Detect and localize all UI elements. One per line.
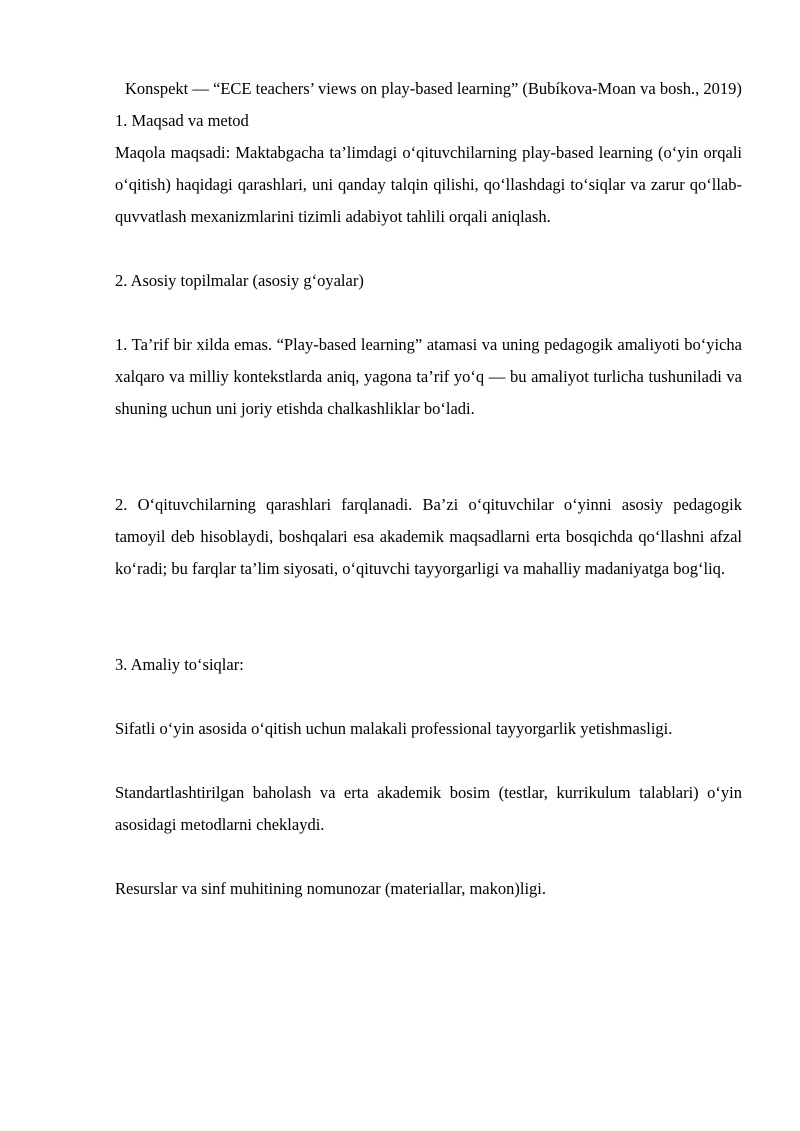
barrier-3: Resurslar va sinf muhitining nomunozar (materiallar, makon)ligi. — [115, 879, 546, 898]
section-2-heading: 2. Asosiy topilmalar (asosiy g‘oyalar) — [115, 271, 364, 290]
section-1-body: Maqola maqsadi: Maktabgacha ta’limdagi o‘qituvchilarning play-based learning (o‘yin orqali o‘qitish) haqidagi qarashlari, uni qanday talqin qilishi, qo‘llashdagi to‘siqlar va zarur qo‘llab-quvvatlash mexanizmlarini tizimli adabiyot tahlili orqali aniqlash. — [115, 143, 742, 226]
spacer — [115, 585, 742, 649]
spacer — [115, 233, 742, 265]
spacer — [115, 297, 742, 329]
barrier-1: Sifatli o‘yin asosida o‘qitish uchun malakali professional tayyorgarlik yetishmasligi. — [115, 719, 673, 738]
section-1-heading: 1. Maqsad va metod — [115, 111, 249, 130]
document-body — [115, 73, 742, 905]
spacer — [115, 841, 742, 873]
spacer — [115, 681, 742, 713]
document-title: Konspekt — “ECE teachers’ views on play-based learning” (Bubíkova-Moan va bosh., 2019) — [125, 79, 742, 98]
finding-2: 2. O‘qituvchilarning qarashlari farqlanadi. Ba’zi o‘qituvchilar o‘yinni asosiy pedagogik tamoyil deb hisoblaydi, boshqalari esa akademik maqsadlarni erta bosqichda qo‘llashni afzal ko‘radi; bu farqlar ta’lim siyosati, o‘qituvchi tayyorgarligi va mahalliy madaniyatga bog‘liq. — [115, 495, 742, 578]
finding-1: 1. Ta’rif bir xilda emas. “Play-based learning” atamasi va uning pedagogik amaliyoti bo‘yicha xalqaro va milliy kontekstlarda aniq, yagona ta’rif yo‘q — bu amaliyot turlicha tushuniladi va shuning uchun uni joriy etishda chalkashliklar bo‘ladi. — [115, 335, 742, 418]
finding-3-heading: 3. Amaliy to‘siqlar: — [115, 655, 244, 674]
barrier-2: Standartlashtirilgan baholash va erta akademik bosim (testlar, kurrikulum talablari) o‘yin asosidagi metodlarni cheklaydi. — [115, 783, 742, 834]
spacer — [115, 425, 742, 489]
spacer — [115, 745, 742, 777]
